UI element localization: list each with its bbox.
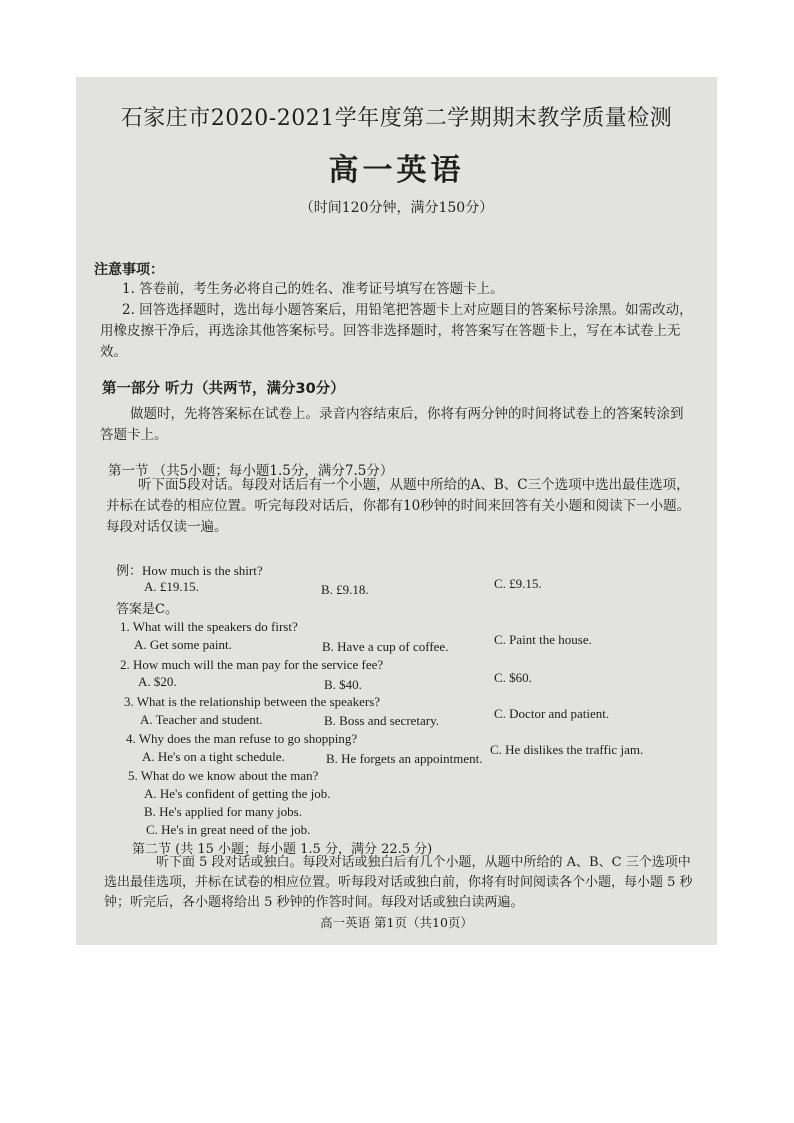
exam-page bbox=[76, 77, 717, 945]
question-5-option-c: C. He's in great need of the job. bbox=[146, 822, 311, 837]
question-5-option-b: B. He's applied for many jobs. bbox=[144, 804, 302, 819]
question-3-option-c: C. Doctor and patient. bbox=[494, 706, 610, 721]
part1-heading: 第一部分 听力（共两节，满分30分） bbox=[102, 381, 345, 397]
example-option-a: A. £19.15. bbox=[144, 579, 199, 594]
question-4-stem: 4. Why does the man refuse to go shopping? bbox=[126, 731, 358, 746]
section2-instructions: 听下面 5 段对话或独白。每段对话或独白后有几个小题，从题中所给的 A、B、C 三个选项中选出最佳选项，并标在试卷的相应位置。听每段对话或独白前，你将有时间阅读各个小题，每小题 5 秒钟；听完后，各小题将给出 5 秒钟的作答时间。每段对话或独白读两遍。 bbox=[104, 855, 693, 910]
question-5-stem: 5. What do we know about the man? bbox=[128, 768, 319, 783]
section1-instructions: 听下面5段对话。每段对话后有一个小题，从题中所给的A、B、C三个选项中选出最佳选项，并标在试卷的相应位置。听完每段对话后，你都有10秒钟的时间来回答有关小题和阅读下一小题。每段对话仅读一遍。 bbox=[106, 477, 691, 535]
section2-heading: 第二节 (共 15 小题；每小题 1.5 分，满分 22.5 分) bbox=[132, 842, 433, 857]
example-option-c: C. £9.15. bbox=[494, 576, 542, 591]
question-5-option-a: A. He's confident of getting the job. bbox=[144, 786, 331, 801]
question-4-option-c: C. He dislikes the traffic jam. bbox=[490, 742, 644, 757]
question-2-option-c: C. $60. bbox=[494, 670, 532, 685]
question-1-stem: 1. What will the speakers do first? bbox=[120, 619, 298, 634]
question-4-option-a: A. He's on a tight schedule. bbox=[142, 749, 285, 764]
example-answer: 答案是C。 bbox=[116, 602, 178, 617]
question-2-stem: 2. How much will the man pay for the service fee? bbox=[120, 657, 384, 672]
question-2-option-b: B. $40. bbox=[324, 677, 362, 692]
subject-title: 高一英语 bbox=[328, 153, 465, 188]
question-1-option-a: A. Get some paint. bbox=[134, 637, 232, 652]
question-2-option-a: A. $20. bbox=[138, 674, 177, 689]
question-1-option-b: B. Have a cup of coffee. bbox=[322, 639, 449, 654]
question-3-option-b: B. Boss and secretary. bbox=[324, 713, 440, 728]
question-1-option-c: C. Paint the house. bbox=[494, 632, 592, 647]
section1-heading: 第一节 （共5小题；每小题1.5分，满分7.5分） bbox=[108, 463, 394, 479]
question-4-option-b: B. He forgets an appointment. bbox=[326, 751, 483, 766]
notice-heading: 注意事项： bbox=[94, 262, 164, 278]
question-3-option-a: A. Teacher and student. bbox=[140, 712, 263, 727]
part1-intro: 做题时，先将答案标在试卷上。录音内容结束后，你将有两分钟的时间将试卷上的答案转涂到答题卡上。 bbox=[100, 406, 684, 443]
notice-item-2: 2. 回答选择题时，选出每小题答案后，用铅笔把答题卡上对应题目的答案标号涂黑。如需改动，用橡皮擦干净后，再选涂其他答案标号。回答非选择题时，将答案写在答题卡上，写在本试卷上无效。 bbox=[100, 302, 693, 360]
example-option-b: B. £9.18. bbox=[321, 582, 369, 597]
example-question: 例：How much is the shirt? bbox=[116, 563, 263, 578]
exam-title: 石家庄市2020-2021学年度第二学期期末教学质量检测 bbox=[120, 106, 673, 131]
question-3-stem: 3. What is the relationship between the speakers? bbox=[124, 694, 381, 709]
exam-timing: （时间120分钟，满分150分） bbox=[299, 200, 494, 216]
notice-item-1: 1. 答卷前，考生务必将自己的姓名、准考证号填写在答题卡上。 bbox=[122, 281, 504, 297]
page-footer: 高一英语 第1页（共10页） bbox=[320, 915, 473, 930]
